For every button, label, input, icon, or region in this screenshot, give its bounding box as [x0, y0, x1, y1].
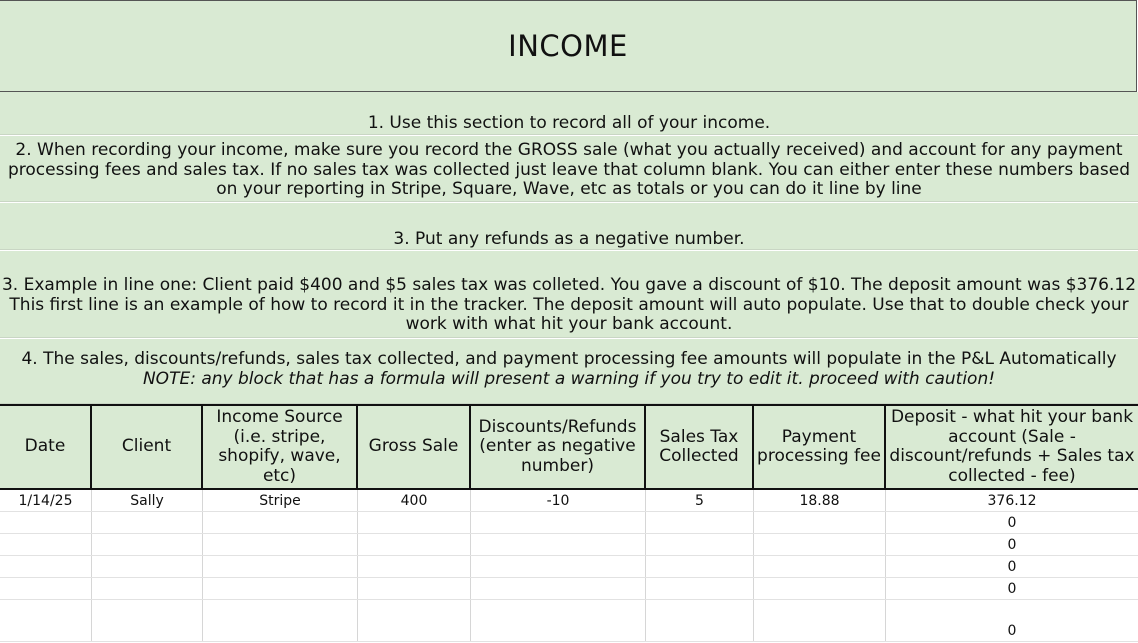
instruction-text-2: 2. When recording your income, make sure you record the GROSS sale (what you actually received) and account for any payment processing fees and sales tax. If no sales tax was collected just leave that column blank. You can either enter these numbers based on your reporting in Stripe, Square, Wave, etc as totals or you can do it line by line	[7, 140, 1131, 199]
cell-client[interactable]	[92, 534, 203, 555]
table-row	[0, 600, 1138, 642]
cell-processing-fee[interactable]	[754, 512, 886, 533]
instruction-line-5[interactable]	[0, 339, 1138, 404]
cell-deposit[interactable]: 0	[1007, 580, 1017, 597]
income-title: INCOME	[508, 29, 628, 63]
cell-discounts-refunds[interactable]	[471, 534, 646, 555]
header-deposit[interactable]: Deposit - what hit your bank account (Sale - discount/refunds + Sales tax collected - fee)	[889, 407, 1135, 486]
cell-date[interactable]	[0, 556, 92, 577]
cell-gross-sale[interactable]	[358, 556, 471, 577]
instruction-line-2[interactable]	[0, 136, 1138, 202]
cell-income-source[interactable]	[203, 534, 358, 555]
cell-client[interactable]: Sally	[92, 490, 203, 511]
cell-gross-sale[interactable]: 400	[358, 490, 471, 511]
instruction-text-3: 3. Put any refunds as a negative number.	[393, 229, 745, 249]
instruction-line-3[interactable]	[0, 203, 1138, 250]
cell-sales-tax[interactable]: 5	[646, 490, 754, 511]
cell-discounts-refunds[interactable]: -10	[471, 490, 646, 511]
cell-sales-tax[interactable]	[646, 512, 754, 533]
table-row	[0, 512, 1138, 534]
cell-processing-fee[interactable]	[754, 534, 886, 555]
cell-deposit[interactable]: 0	[1007, 514, 1017, 531]
cell-processing-fee[interactable]	[754, 556, 886, 577]
cell-processing-fee[interactable]: 18.88	[754, 490, 886, 511]
cell-income-source[interactable]	[203, 512, 358, 533]
cell-income-source[interactable]	[203, 556, 358, 577]
cell-income-source[interactable]: Stripe	[203, 490, 358, 511]
cell-gross-sale[interactable]	[358, 600, 471, 641]
cell-client[interactable]	[92, 578, 203, 599]
header-client[interactable]: Client	[92, 406, 203, 488]
header-date[interactable]: Date	[0, 406, 92, 488]
instruction-line-4[interactable]	[0, 251, 1138, 338]
cell-deposit[interactable]: 0	[1007, 558, 1017, 575]
cell-client[interactable]	[92, 600, 203, 641]
cell-income-source[interactable]	[203, 578, 358, 599]
header-processing-fee[interactable]: Payment processing fee	[754, 406, 886, 488]
cell-deposit[interactable]: 376.12	[987, 492, 1037, 509]
header-discounts-refunds[interactable]: Discounts/Refunds (enter as negative number)	[471, 406, 646, 488]
formula-warning-note: NOTE: any block that has a formula will present a warning if you try to edit it. proceed with caution!	[142, 368, 996, 389]
table-row	[0, 578, 1138, 600]
table-row	[0, 490, 1138, 512]
cell-processing-fee[interactable]	[754, 600, 886, 641]
instruction-text-1: 1. Use this section to record all of your income.	[367, 113, 771, 133]
cell-sales-tax[interactable]	[646, 600, 754, 641]
cell-discounts-refunds[interactable]	[471, 556, 646, 577]
cell-income-source[interactable]	[203, 600, 358, 641]
cell-deposit[interactable]: 0	[1007, 623, 1017, 639]
cell-sales-tax[interactable]	[646, 556, 754, 577]
instruction-text-4: 3. Example in line one: Client paid $400 and $5 sales tax was colleted. You gave a discount of $10. The deposit amount was $376.12 This first line is an example of how to record it in the tracker. The deposit amount will auto populate. Use that to double check your work with what hit your bank account.	[1, 275, 1137, 334]
cell-discounts-refunds[interactable]	[471, 600, 646, 641]
cell-sales-tax[interactable]	[646, 534, 754, 555]
header-gross-sale[interactable]: Gross Sale	[358, 406, 471, 488]
table-row	[0, 534, 1138, 556]
header-sales-tax[interactable]: Sales Tax Collected	[646, 406, 754, 488]
cell-discounts-refunds[interactable]	[471, 512, 646, 533]
cell-gross-sale[interactable]	[358, 512, 471, 533]
header-income-source[interactable]: Income Source (i.e. stripe, shopify, wave, etc)	[203, 406, 358, 488]
instruction-text-5: 4. The sales, discounts/refunds, sales tax collected, and payment processing fee amounts will populate in the P&L Automatically	[21, 349, 1117, 369]
cell-client[interactable]	[92, 556, 203, 577]
cell-date[interactable]	[0, 600, 92, 641]
table-row	[0, 556, 1138, 578]
cell-gross-sale[interactable]	[358, 578, 471, 599]
income-table-body	[0, 490, 1138, 642]
cell-date[interactable]	[0, 534, 92, 555]
cell-gross-sale[interactable]	[358, 534, 471, 555]
cell-date[interactable]	[0, 512, 92, 533]
cell-date[interactable]: 1/14/25	[0, 490, 92, 511]
cell-date[interactable]	[0, 578, 92, 599]
cell-client[interactable]	[92, 512, 203, 533]
income-title-cell[interactable]	[0, 0, 1137, 92]
cell-processing-fee[interactable]	[754, 578, 886, 599]
table-header-row	[0, 404, 1138, 490]
cell-discounts-refunds[interactable]	[471, 578, 646, 599]
cell-deposit[interactable]: 0	[1007, 536, 1017, 553]
instruction-line-1[interactable]	[0, 92, 1138, 135]
cell-sales-tax[interactable]	[646, 578, 754, 599]
